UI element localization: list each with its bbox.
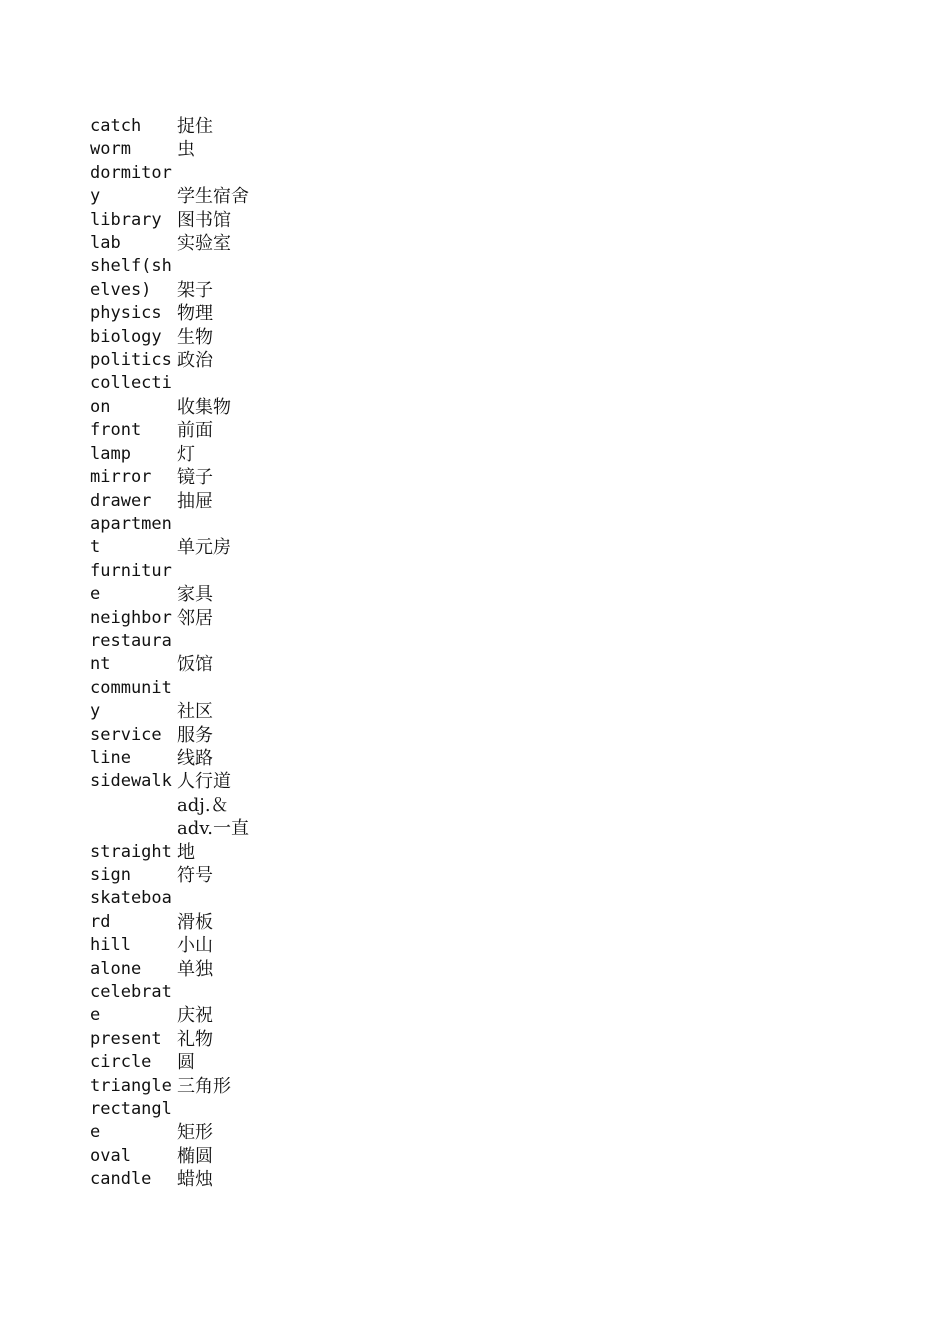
vocab-meaning: 庆祝 [177, 1005, 213, 1027]
vocab-word: skateboa rd [90, 888, 172, 932]
vocab-meaning: 收集物 [177, 396, 231, 418]
vocab-word: restaura nt [90, 630, 172, 675]
vocabulary-list [90, 115, 267, 1192]
vocab-word: catch [90, 116, 142, 136]
vocab-meaning: 椭圆 [177, 1145, 213, 1167]
vocab-word: present [90, 1028, 162, 1049]
vocab-row [90, 770, 267, 793]
vocab-meaning: 线路 [177, 747, 213, 769]
vocab-word: neighbor [90, 607, 172, 628]
vocab-meaning: adj.＆ adv.一直 地 [177, 794, 250, 863]
vocab-word: hill [90, 935, 131, 956]
vocab-meaning: 抽屉 [177, 490, 213, 512]
vocab-row [90, 724, 267, 747]
vocab-meaning: 灯 [177, 443, 195, 465]
vocab-row [90, 372, 267, 419]
vocab-meaning: 物理 [177, 303, 213, 325]
vocab-word: straight [90, 841, 172, 862]
vocab-row [90, 138, 267, 161]
vocab-meaning: 单元房 [177, 537, 231, 559]
vocab-row [90, 747, 267, 770]
vocab-meaning: 小山 [177, 935, 213, 957]
vocab-row [90, 1168, 267, 1191]
vocab-word: biology [90, 326, 162, 347]
vocab-word: lab [90, 233, 121, 254]
vocab-row [90, 490, 267, 513]
vocab-row [90, 115, 267, 138]
vocab-meaning: 前面 [177, 420, 213, 442]
vocab-word: sidewalk [90, 771, 172, 792]
vocab-row [90, 630, 267, 677]
vocab-meaning: 饭馆 [177, 654, 213, 676]
vocab-word: triangle [90, 1075, 172, 1096]
vocab-meaning: 家具 [177, 584, 213, 606]
vocab-meaning: 单独 [177, 958, 213, 980]
vocab-word: worm [90, 139, 131, 160]
vocab-word: collecti on [90, 373, 172, 417]
vocab-meaning: 捉住 [177, 116, 213, 137]
vocab-word: celebrat e [90, 982, 172, 1026]
vocab-row [90, 677, 267, 724]
vocab-row [90, 1098, 267, 1145]
vocab-meaning: 礼物 [177, 1028, 213, 1050]
vocab-row [90, 958, 267, 981]
vocab-meaning: 生物 [177, 326, 213, 348]
vocab-meaning: 学生宿舍 [177, 186, 249, 208]
vocab-meaning: 社区 [177, 701, 213, 723]
vocab-row [90, 1145, 267, 1168]
vocab-word: line [90, 747, 131, 768]
vocab-meaning: 架子 [177, 279, 213, 301]
vocab-meaning: 服务 [177, 724, 213, 746]
vocab-word: mirror [90, 467, 152, 488]
vocab-meaning: 圆 [177, 1052, 195, 1074]
vocab-row [90, 981, 267, 1028]
vocab-word: physics [90, 303, 162, 324]
vocab-row [90, 794, 267, 864]
vocab-row [90, 607, 267, 630]
vocab-row [90, 513, 267, 560]
vocab-row [90, 1028, 267, 1051]
vocab-row [90, 162, 267, 209]
vocab-row [90, 419, 267, 442]
vocab-row [90, 560, 267, 607]
vocab-row [90, 934, 267, 957]
vocab-word: oval [90, 1145, 131, 1166]
vocab-row [90, 349, 267, 372]
vocab-meaning: 人行道 [177, 771, 231, 793]
vocab-row [90, 326, 267, 349]
vocab-word: sign [90, 865, 131, 885]
vocab-row [90, 255, 267, 302]
vocab-word: rectangl e [90, 1099, 172, 1143]
vocab-meaning: 虫 [177, 139, 195, 161]
vocab-meaning: 政治 [177, 350, 213, 372]
vocab-row [90, 887, 267, 934]
vocab-meaning: 滑板 [177, 911, 213, 933]
vocab-meaning: 镜子 [177, 467, 213, 489]
vocab-word: service [90, 724, 162, 745]
vocab-meaning: 矩形 [177, 1122, 213, 1144]
vocab-row [90, 864, 267, 887]
vocab-meaning: 图书馆 [177, 209, 231, 231]
vocab-word: circle [90, 1052, 152, 1073]
vocab-row [90, 209, 267, 232]
vocab-meaning: 三角形 [177, 1075, 231, 1097]
vocab-meaning: 符号 [177, 865, 213, 886]
vocab-word: dormitor y [90, 162, 172, 207]
vocab-row [90, 1051, 267, 1074]
vocab-word: shelf(sh elves) [90, 256, 172, 300]
vocab-word: library [90, 209, 162, 230]
vocab-meaning: 实验室 [177, 233, 231, 255]
vocab-word: communit y [90, 677, 172, 722]
vocab-row [90, 1075, 267, 1098]
vocab-word: front [90, 420, 142, 441]
vocab-word: lamp [90, 443, 131, 464]
vocab-word: furnitur e [90, 560, 172, 605]
vocab-word: drawer [90, 490, 152, 511]
vocab-row [90, 443, 267, 466]
vocab-row [90, 302, 267, 325]
vocab-meaning: 邻居 [177, 607, 213, 629]
vocab-word: alone [90, 958, 142, 979]
vocab-word: apartmen t [90, 513, 172, 558]
vocab-word: candle [90, 1169, 152, 1190]
vocab-word: politics [90, 350, 172, 371]
vocab-row [90, 232, 267, 255]
vocab-row [90, 466, 267, 489]
vocab-meaning: 蜡烛 [177, 1169, 213, 1191]
